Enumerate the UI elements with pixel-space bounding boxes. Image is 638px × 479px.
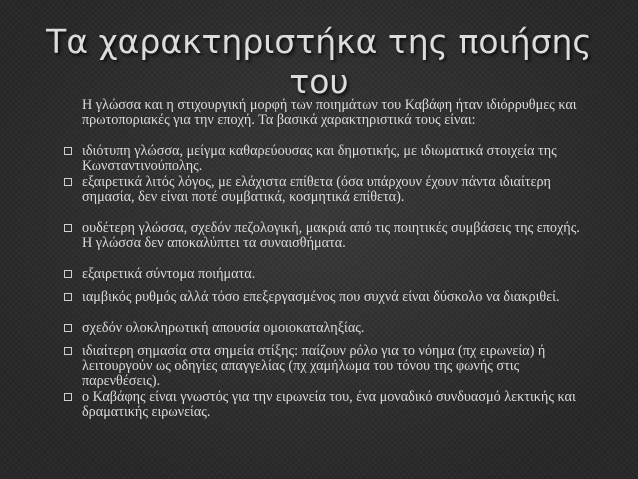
square-bullet-icon: [64, 224, 72, 232]
square-bullet-icon: [64, 324, 72, 332]
square-bullet-icon: [64, 270, 72, 278]
bullet-item: [82, 321, 582, 336]
square-bullet-icon: [64, 147, 72, 155]
bullet-item: [82, 267, 582, 282]
slide-title: Τα χαρακτηριστήκα της ποιήσης του: [46, 22, 592, 101]
bullet-text: εξαιρετικά σύντομα ποιήματα.: [82, 266, 256, 282]
square-bullet-icon: [64, 178, 72, 186]
bullet-item: [82, 221, 582, 251]
bullet-item: [82, 390, 582, 420]
bullet-item: [82, 144, 582, 174]
bullet-text: ιαμβικός ρυθμός αλλά τόσο επεξεργασμένος που συχνά είναι δύσκολο να διακριθεί.: [82, 289, 560, 305]
bullet-item: [82, 290, 582, 305]
bullet-text: σχεδόν ολοκληρωτική απουσία ομοιοκαταληξίας.: [82, 320, 365, 336]
square-bullet-icon: [64, 393, 72, 401]
bullet-text: ουδέτερη γλώσσα, σχεδόν πεζολογική, μακριά από τις ποιητικές συμβάσεις της εποχής. Η γλώσσα δεν αποκαλύπτει τα συναισθήματα.: [82, 220, 580, 252]
bullet-item: [82, 344, 582, 390]
intro-paragraph: Η γλώσσα και η στιχουργική μορφή των ποιημάτων του Καβάφη ήταν ιδιόρρυθμες και πρωτοποριακές για την εποχή. Τα βασικά χαρακτηριστικά τους είναι:: [82, 97, 577, 129]
bullet-text: ο Καβάφης είναι γνωστός για την ειρωνεία του, ένα μοναδικό συνδυασμό λεκτικής και δραματικής ειρωνείας.: [82, 389, 576, 421]
bullet-text: ιδιαίτερη σημασία στα σημεία στίξης: παίζουν ρόλο για το νόημα (πχ ειρωνεία) ή λειτουργούν ως οδηγίες απαγγελίας (πχ χαμήλωμα του τόνου της φωνής στις παρενθέσεις).: [82, 343, 546, 390]
bullet-item: [82, 175, 582, 205]
bullet-text: ιδιότυπη γλώσσα, μείγμα καθαρεύουσας και δημοτικής, με ιδιωματικά στοιχεία της Κωνσταντινούπολης.: [82, 143, 557, 175]
square-bullet-icon: [64, 347, 72, 355]
square-bullet-icon: [64, 293, 72, 301]
bullet-text: εξαιρετικά λιτός λόγος, με ελάχιστα επίθετα (όσα υπάρχουν έχουν πάντα ιδιαίτερη σημασία, δεν είναι ποτέ συμβατικά, κοσμητικά επίθετα).: [82, 174, 551, 206]
